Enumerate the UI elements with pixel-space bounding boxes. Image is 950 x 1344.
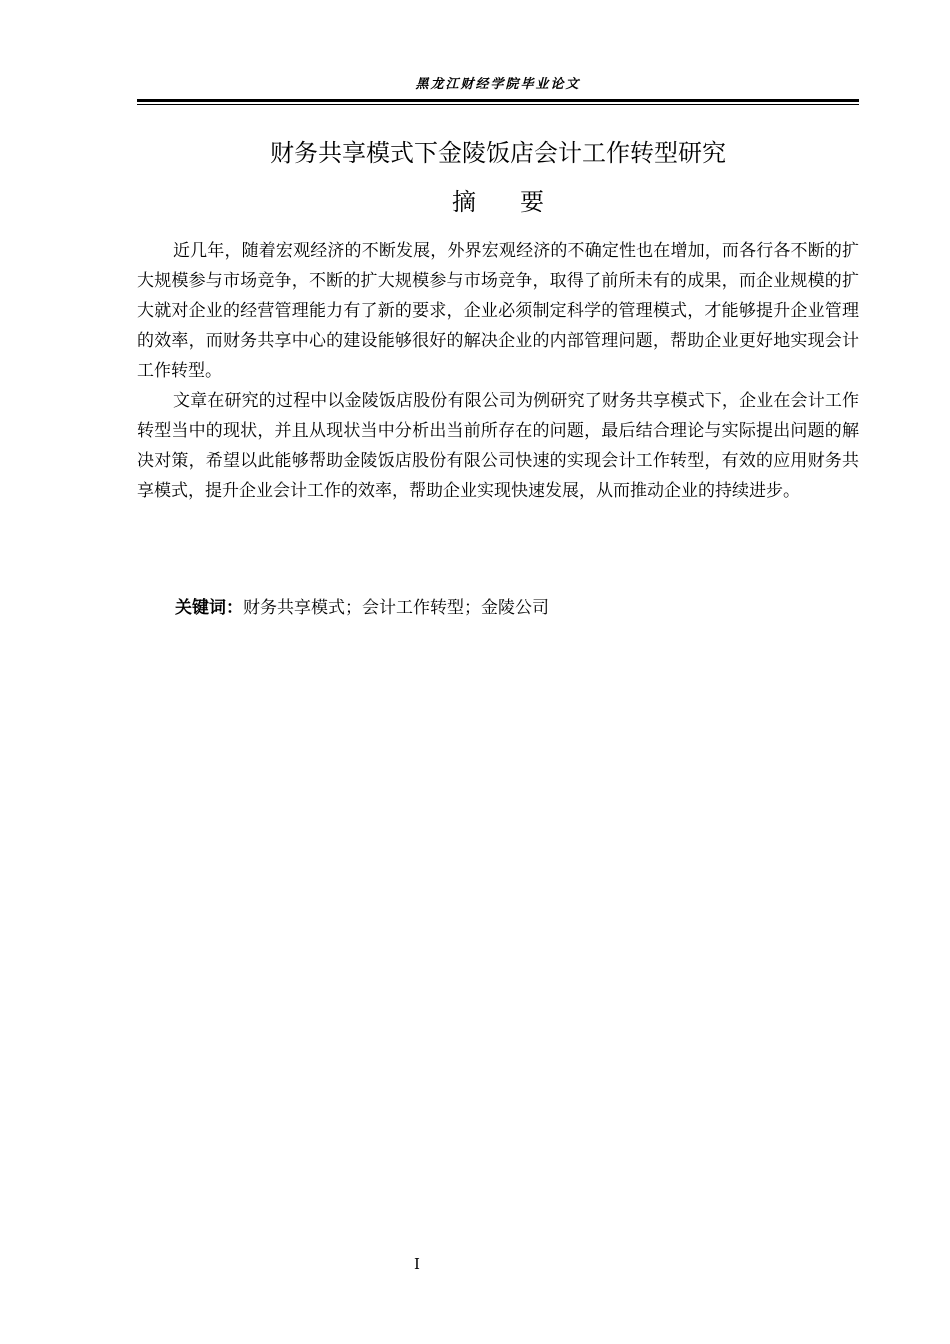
abstract-heading: 摘要: [452, 188, 588, 216]
page-number: I: [414, 1255, 420, 1273]
keywords-line: [175, 594, 549, 622]
abstract-paragraph-1: 近几年，随着宏观经济的不断发展，外界宏观经济的不确定性也在增加，而各行各不断的扩大规模参与市场竞争，不断的扩大规模参与市场竞争，取得了前所未有的成果，而企业规模的扩大就对企业的经营管理能力有了新的要求，企业必须制定科学的管理模式，才能够提升企业管理的效率，而财务共享中心的建设能够很好的解决企业的内部管理问题，帮助企业更好地实现会计工作转型。: [137, 241, 859, 381]
paper-title: 财务共享模式下金陵饭店会计工作转型研究: [270, 139, 726, 167]
abstract-paragraph-2: 文章在研究的过程中以金陵饭店股份有限公司为例研究了财务共享模式下，企业在会计工作转型当中的现状，并且从现状当中分析出当前所存在的问题，最后结合理论与实际提出问题的解决对策，希望以此能够帮助金陵饭店股份有限公司快速的实现会计工作转型，有效的应用财务共享模式，提升企业会计工作的效率，帮助企业实现快速发展，从而推动企业的持续进步。: [137, 391, 859, 501]
abstract-body: [137, 236, 859, 506]
header-rule-thick: [137, 99, 859, 102]
keywords-label: 关键词：: [175, 598, 243, 618]
header-rule-thin: [137, 104, 859, 105]
running-header: 黑龙江财经学院毕业论文: [415, 77, 581, 92]
keywords-value: 财务共享模式；会计工作转型；金陵公司: [243, 598, 549, 618]
